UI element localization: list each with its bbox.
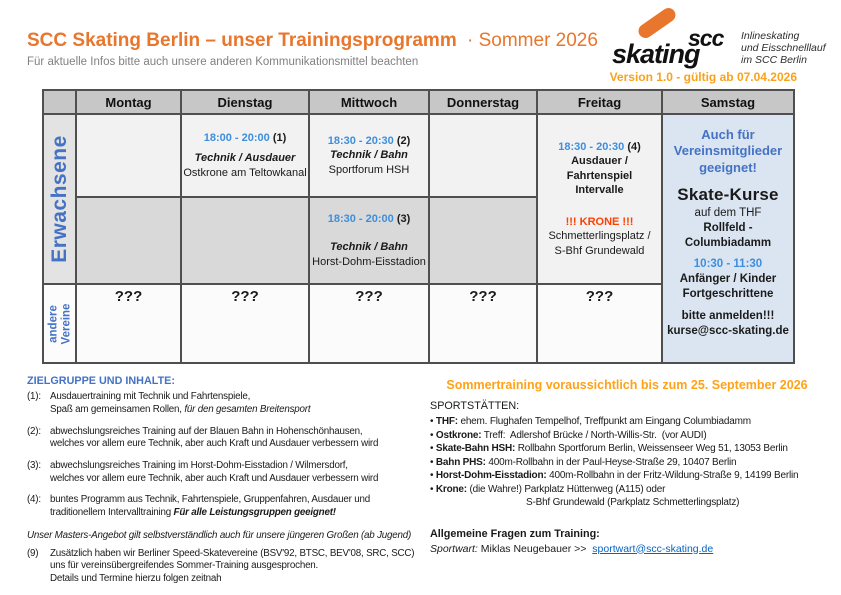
skate-kurse-title: Skate-Kurse xyxy=(677,184,779,204)
samstag-time: 10:30 - 11:30 xyxy=(693,257,763,270)
unknown-slot: ??? xyxy=(355,288,383,305)
page-title-season: · Sommer 2026 xyxy=(467,30,598,51)
adults-row-1 xyxy=(43,114,794,197)
venue-label: Horst-Dohm-Eisstadion: xyxy=(435,470,547,482)
item-line2: Spaß am gemeinsamen Rollen, xyxy=(50,403,185,415)
group-label-erwachsene xyxy=(43,114,76,284)
mittwoch1-type: Technik / Bahn xyxy=(330,149,408,162)
unknown-slot: ??? xyxy=(231,288,259,305)
day-header-samstag: Samstag xyxy=(662,90,794,114)
contact-line xyxy=(430,542,824,556)
item-line1: Ausdauertraining mit Technik und Fahrtenspiele, xyxy=(50,391,251,403)
mittwoch2-type: Technik / Bahn xyxy=(330,241,408,254)
unknown-slot: ??? xyxy=(585,288,614,305)
samstag-location2: Rollfeld - Columbiadamm xyxy=(684,221,772,249)
unknown-slot: ??? xyxy=(114,288,143,305)
bullet-icon: • xyxy=(430,443,434,455)
item-line1: abwechslungsreiches Training im Horst-Dohm-Eisstadion / Wilmersdorf, xyxy=(50,459,348,471)
page-title xyxy=(27,30,598,52)
andere-vereine-label xyxy=(47,303,72,344)
dienstag-time: 18:00 - 20:00 xyxy=(203,132,270,145)
zielgruppe-item-9 xyxy=(27,548,427,586)
venue-text: 400m-Rollbahn in der Fritz-Wildung-Straße 9, 14199 Berlin xyxy=(546,470,799,482)
mittwoch1-time: 18:30 - 20:30 xyxy=(327,135,394,148)
logo-tagline-line2: und Eisschnelllauf xyxy=(741,42,826,55)
cell-samstag xyxy=(662,114,794,363)
venue-label: Skate-Bahn HSH: xyxy=(435,443,516,455)
mittwoch2-time: 18:30 - 20:00 xyxy=(327,213,394,226)
summer-training-note: Sommertraining voraussichtlich bis zum 25. September 2026 xyxy=(446,378,808,392)
item-line2: traditionellem Intervalltraining xyxy=(50,507,174,519)
cell-montag-row3 xyxy=(76,284,181,363)
logo-scc-text: scc xyxy=(688,25,724,51)
freitag-location2: S-Bhf Grundewald xyxy=(554,244,645,257)
day-header-freitag: Freitag xyxy=(537,90,662,114)
samstag-note-line1: Auch für xyxy=(701,127,755,142)
venue-krone xyxy=(430,483,824,497)
samstag-note-line3: geeignet! xyxy=(699,159,757,175)
cell-dienstag-row1 xyxy=(181,114,309,197)
andere-label-line1: andere xyxy=(46,304,59,343)
cell-montag-row2 xyxy=(76,197,181,284)
bullet-icon: • xyxy=(430,416,434,428)
logo-ring-icon xyxy=(636,5,678,41)
day-header-dienstag: Dienstag xyxy=(181,90,309,114)
mittwoch1-session-number: (2) xyxy=(393,135,411,148)
venue-text: Rollbahn Sportforum Berlin, Weissenseer Weg 51, 13053 Berlin xyxy=(515,443,788,455)
venue-label: Bahn PHS: xyxy=(435,456,486,468)
samstag-register-note: bitte anmelden!!! xyxy=(681,310,775,323)
item-line2-italic: für den gesamten Breitensport xyxy=(184,403,311,415)
zielgruppe-item-4 xyxy=(27,494,427,519)
item-line1: Zusätzlich haben wir Berliner Speed-Skatevereine (BSV'92, BTSC, BEV'08, SRC, SCC) xyxy=(50,547,415,559)
dienstag-type: Technik / Ausdauer xyxy=(194,152,296,165)
samstag-group2: Fortgeschrittene xyxy=(682,287,774,300)
zielgruppe-section xyxy=(27,374,427,595)
kurse-email: kurse@scc-skating.de xyxy=(667,325,789,338)
logo-skating-text: skating xyxy=(612,39,700,69)
group-label-andere-vereine xyxy=(43,284,76,363)
training-schedule-table xyxy=(42,89,795,364)
item-line1: abwechslungsreiches Training auf der Blauen Bahn in Hohenschönhausen, xyxy=(50,425,363,437)
krone-highlight: !!! KRONE !!! xyxy=(565,216,634,229)
samstag-note-line2: Vereinsmitglieder xyxy=(673,143,783,159)
item-line3: Details und Termine hierzu folgen zeitnah xyxy=(50,573,222,585)
item-line1: buntes Programm aus Technik, Fahrtenspiele, Gruppenfahren, Ausdauer und xyxy=(50,494,371,506)
logo-tagline-line3: im SCC Berlin xyxy=(741,54,807,67)
mittwoch2-location: Horst-Dohm-Eisstadion xyxy=(312,255,426,268)
day-header-donnerstag: Donnerstag xyxy=(429,90,537,114)
cell-dienstag-row3 xyxy=(181,284,309,363)
bullet-icon: • xyxy=(430,483,434,495)
item-line2-italic: Für alle Leistungsgruppen geeignet! xyxy=(173,507,336,519)
andere-label-line2: Vereine xyxy=(59,303,72,344)
erwachsene-label: Erwachsene xyxy=(47,135,71,263)
logo-tagline xyxy=(741,30,826,66)
day-header-row xyxy=(43,90,794,114)
freitag-type2: Intervalle xyxy=(575,183,624,196)
cell-montag-row1 xyxy=(76,114,181,197)
venue-label: Krone: xyxy=(435,483,467,495)
contact-block xyxy=(430,527,824,556)
mittwoch2-session-number: (3) xyxy=(393,213,411,226)
contact-heading: Allgemeine Fragen zum Training: xyxy=(430,527,600,540)
item-number: (1): xyxy=(27,391,41,403)
venue-text: (die Wahre!) Parkplatz Hüttenweg (A115) oder xyxy=(466,483,666,495)
freitag-session-number: (4) xyxy=(624,140,641,153)
venue-text: 400m-Rollbahn in der Paul-Heyse-Straße 29, 10407 Berlin xyxy=(485,456,737,468)
page-title-main: SCC Skating Berlin – unser Trainingsprogramm xyxy=(27,30,457,51)
cell-donnerstag-row1 xyxy=(429,114,537,197)
item-line2: welches vor allem eure Technik, aber auch Kraft und Ausdauer verbessern wird xyxy=(50,438,379,450)
cell-freitag xyxy=(537,114,662,284)
venue-label: THF: xyxy=(435,416,458,428)
venue-text: Treff: Adlershof Brücke / North-Willis-Str. (vor AUDI) xyxy=(481,429,707,441)
zielgruppe-heading: ZIELGRUPPE UND INHALTE: xyxy=(27,375,175,387)
freitag-type: Ausdauer / Fahrtenspiel xyxy=(566,155,633,182)
item-line2: uns für vereinsübergreifendes Sommer-Training ausgesprochen. xyxy=(50,560,319,572)
cell-freitag-row3 xyxy=(537,284,662,363)
zielgruppe-item-2 xyxy=(27,426,427,451)
bullet-icon: • xyxy=(430,456,434,468)
cell-mittwoch-row1 xyxy=(309,114,429,197)
item-number: (9) xyxy=(27,547,39,559)
venue-horst-dohm xyxy=(430,469,824,483)
venue-hsh xyxy=(430,442,824,456)
dienstag-location: Ostkrone am Teltowkanal xyxy=(183,166,307,179)
sportstaetten-section xyxy=(430,377,824,556)
venue-text: ehem. Flughafen Tempelhof, Treffpunkt am Eingang Columbiadamm xyxy=(457,416,751,428)
sportwart-name: Miklas Neugebauer >> xyxy=(477,542,593,555)
item-number: (2): xyxy=(27,425,41,437)
mittwoch1-location: Sportforum HSH xyxy=(328,163,410,176)
cell-mittwoch-row2 xyxy=(309,197,429,284)
cell-donnerstag-row2 xyxy=(429,197,537,284)
logo-tagline-line1: Inlineskating xyxy=(741,30,800,42)
item-number: (3): xyxy=(27,459,41,471)
samstag-group1: Anfänger / Kinder xyxy=(679,272,777,285)
sportstaetten-heading: SPORTSTÄTTEN: xyxy=(430,399,520,412)
bullet-icon: • xyxy=(430,470,434,482)
venue-phs xyxy=(430,456,824,470)
freitag-location1: Schmetterlingsplatz / xyxy=(548,230,651,243)
freitag-time: 18:30 - 20:30 xyxy=(558,140,625,153)
cell-dienstag-row2 xyxy=(181,197,309,284)
dienstag-session-number: (1) xyxy=(269,132,287,145)
cell-donnerstag-row3 xyxy=(429,284,537,363)
sportwart-role-label: Sportwart: xyxy=(430,542,478,555)
venue-ostkrone xyxy=(430,429,824,443)
venue-krone-continuation: S-Bhf Grundewald (Parkplatz Schmetterlingsplatz) xyxy=(526,497,740,509)
zielgruppe-item-1 xyxy=(27,391,427,416)
day-header-montag: Montag xyxy=(76,90,181,114)
page-subtitle: Für aktuelle Infos bitte auch unsere anderen Kommunikationsmittel beachten xyxy=(27,56,419,68)
scc-skating-logo xyxy=(608,12,826,72)
samstag-location1: auf dem THF xyxy=(694,206,762,219)
sportwart-email-link[interactable]: sportwart@scc-skating.de xyxy=(592,542,714,555)
corner-cell xyxy=(43,90,76,114)
cell-mittwoch-row3 xyxy=(309,284,429,363)
item-line2: welches vor allem eure Technik, aber auch Kraft und Ausdauer verbessern wird xyxy=(50,472,379,484)
venue-thf xyxy=(430,415,824,429)
zielgruppe-item-3 xyxy=(27,460,427,485)
version-label: Version 1.0 - gültig ab 07.04.2026 xyxy=(609,70,797,84)
masters-note: Unser Masters-Angebot gilt selbstverständlich auch für unsere jüngeren Großen (ab Jugend) xyxy=(27,529,412,541)
bullet-icon: • xyxy=(430,429,434,441)
unknown-slot: ??? xyxy=(469,288,497,305)
venue-label: Ostkrone: xyxy=(435,429,482,441)
day-header-mittwoch: Mittwoch xyxy=(309,90,429,114)
item-number: (4): xyxy=(27,494,41,506)
